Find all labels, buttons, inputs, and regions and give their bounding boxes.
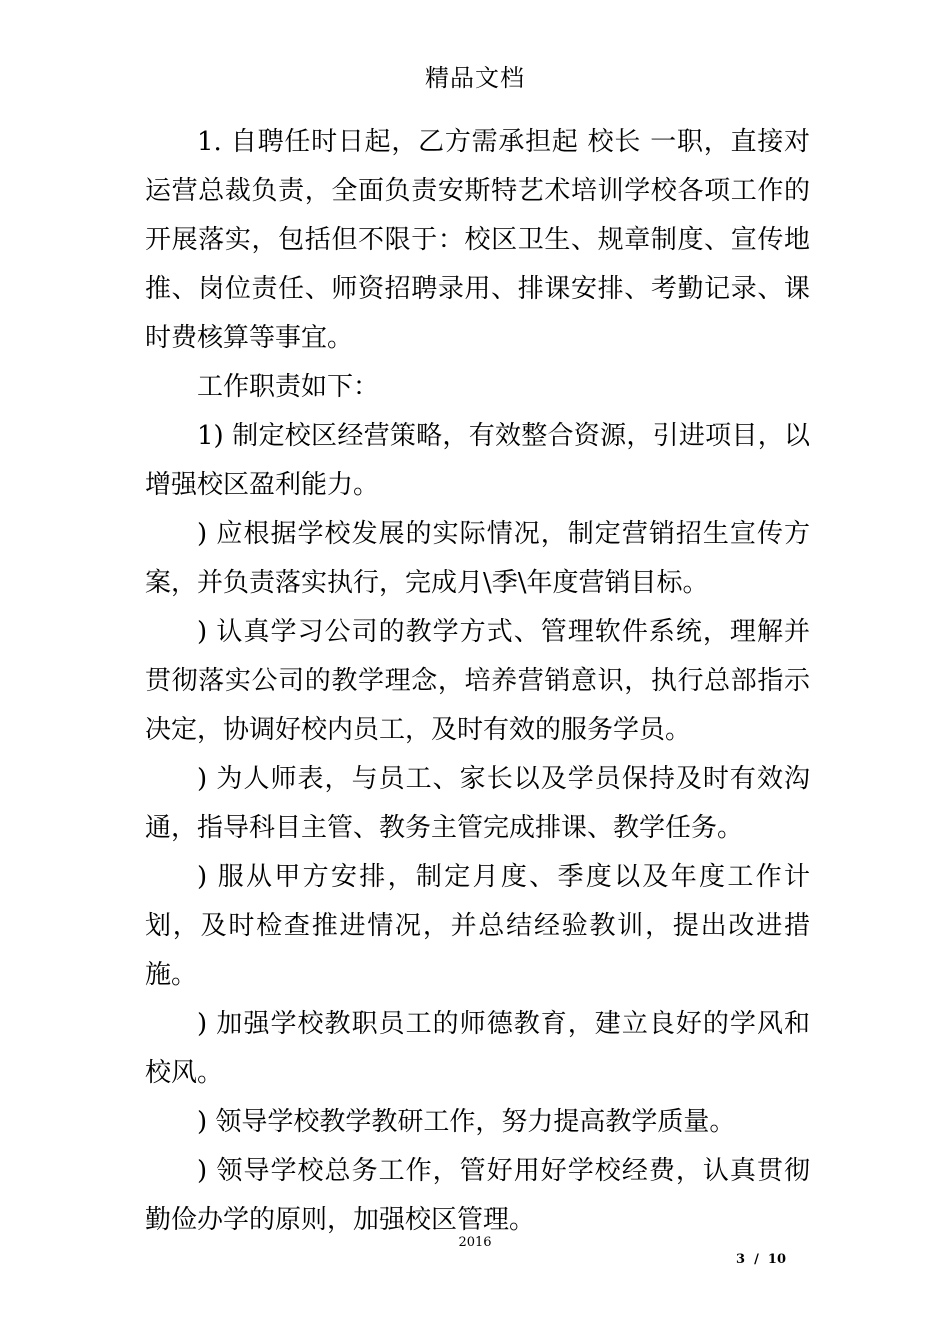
footer-year: 2016 [458,1235,492,1250]
paragraph-duty-3: ) 认真学习公司的教学方式、管理软件系统，理解并贯彻落实公司的教学理念，培养营销意识，执行总部指示决定，协调好校内员工，及时有效的服务学员。 [145,617,810,745]
paragraph-duty-8: ) 领导学校总务工作，管好用好学校经费，认真贯彻勤俭办学的原则，加强校区管理。 [145,1156,810,1235]
paragraph-duty-1: 1) 制定校区经营策略，有效整合资源，引进项目，以增强校区盈利能力。 [145,421,810,500]
paragraph-duty-5: ) 服从甲方安排，制定月度、季度以及年度工作计划，及时检查推进情况，并总结经验教训，提出改进措施。 [145,862,810,990]
document-body [145,118,810,1245]
paragraph-duty-6: ) 加强学校教职员工的师德教育，建立良好的学风和校风。 [145,1009,810,1088]
page-number: 3 / 10 [736,1252,786,1267]
paragraph-duty-2: ) 应根据学校发展的实际情况，制定营销招生宣传方案，并负责落实执行，完成月\季\年度营销目标。 [145,519,810,598]
paragraph-duty-7: ) 领导学校教学教研工作，努力提高教学质量。 [197,1107,736,1137]
paragraph-duty-4: ) 为人师表，与员工、家长以及学员保持及时有效沟通，指导科目主管、教务主管完成排课、教学任务。 [145,764,810,843]
paragraph-appointment: 1. 自聘任时日起，乙方需承担起 校长 一职，直接对 运营总裁负责，全面负责安斯特艺术培训学校各项工作的开展落实，包括但不限于：校区卫生、规章制度、宣传地推、岗位责任、师资招聘录用、排课安排、考勤记录、课时费核算等事宜。 [145,127,810,353]
page-header-title: 精品文档 [425,64,525,92]
paragraph-duties-heading: 工作职责如下： [197,372,380,402]
